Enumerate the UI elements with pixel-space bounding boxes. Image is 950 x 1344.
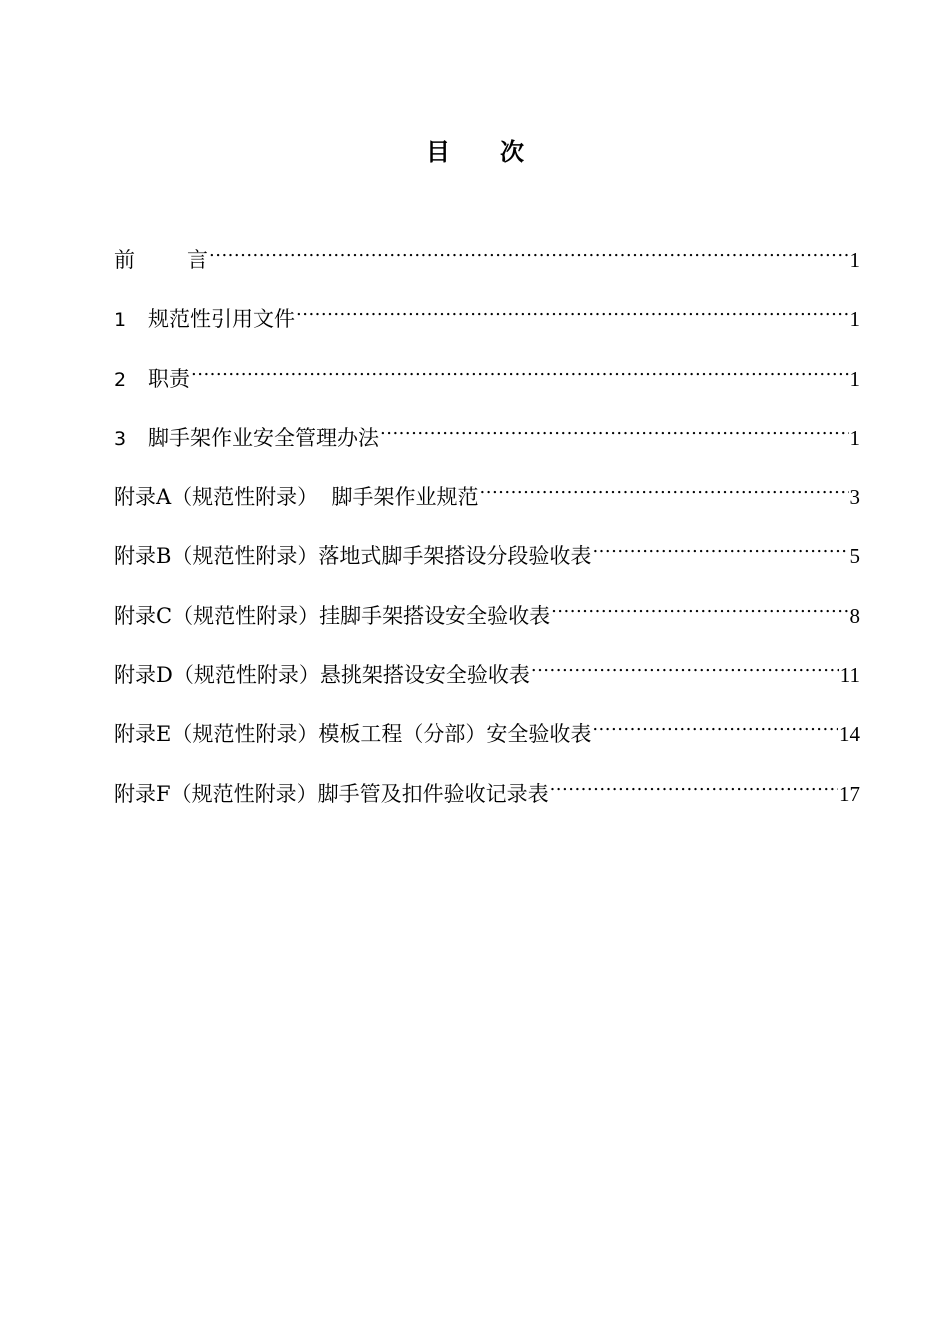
toc-entry-page-number: 5	[849, 544, 860, 569]
toc-entry-label	[114, 238, 208, 282]
toc-title-part1: 目	[426, 138, 450, 166]
toc-entry-label: 脚手架作业安全管理办法	[148, 425, 379, 450]
toc-entry-page-number: 1	[849, 248, 860, 272]
toc-entry-page-number: 8	[849, 603, 860, 628]
dot-leader	[191, 366, 849, 386]
dot-leader	[592, 543, 848, 563]
toc-entry-label: 附录B（规范性附录）落地式脚手架搭设分段验收表	[114, 544, 592, 569]
toc-entry-label: 附录A（规范性附录） 脚手架作业规范	[114, 485, 479, 510]
toc-entry-label: 职责	[148, 366, 190, 391]
toc-entry-scaffold-management[interactable]	[114, 416, 860, 475]
dot-leader	[480, 484, 849, 504]
toc-entry-appendix-b[interactable]	[114, 534, 860, 593]
dot-leader	[551, 603, 848, 623]
toc-entry-label: 附录E（规范性附录）模板工程（分部）安全验收表	[114, 722, 592, 747]
toc-entry-appendix-d[interactable]	[114, 653, 860, 712]
dot-leader	[296, 306, 849, 326]
toc-entry-number: 1	[114, 309, 127, 332]
toc-entry-label: 规范性引用文件	[148, 307, 295, 332]
dot-leader	[592, 721, 838, 741]
toc-entry-label-part2: 言	[187, 248, 208, 272]
toc-entry-page-number: 11	[839, 663, 860, 688]
dot-leader	[550, 781, 838, 801]
toc-entry-appendix-f[interactable]	[114, 772, 860, 831]
toc-entry-label-part1: 前	[114, 248, 135, 272]
dot-leader	[380, 425, 849, 445]
toc-entry-page-number: 1	[849, 425, 860, 450]
toc-entry-page-number: 14	[839, 722, 860, 747]
dot-leader	[209, 247, 849, 267]
toc-entry-page-number: 3	[849, 485, 860, 510]
toc-entry-label: 附录F（规范性附录）脚手管及扣件验收记录表	[114, 781, 549, 806]
toc-title	[0, 132, 950, 172]
toc-entry-page-number: 1	[849, 366, 860, 391]
toc-title-part2: 次	[500, 138, 524, 166]
toc-entry-responsibilities[interactable]	[114, 357, 860, 416]
toc-entry-appendix-e[interactable]	[114, 712, 860, 771]
toc-entry-foreword[interactable]	[114, 238, 860, 297]
toc-entry-label: 附录D（规范性附录）悬挑架搭设安全验收表	[114, 663, 530, 688]
toc-entry-page-number: 17	[839, 781, 860, 806]
toc-entry-label: 附录C（规范性附录）挂脚手架搭设安全验收表	[114, 603, 551, 628]
toc-entry-appendix-a[interactable]	[114, 475, 860, 534]
toc-entry-appendix-c[interactable]	[114, 594, 860, 653]
toc-entry-number: 2	[114, 368, 127, 391]
toc-entry-page-number: 1	[849, 307, 860, 332]
toc-entry-normative-references[interactable]	[114, 297, 860, 356]
toc-list	[114, 238, 860, 831]
dot-leader	[531, 662, 839, 682]
toc-entry-number: 3	[114, 427, 127, 450]
